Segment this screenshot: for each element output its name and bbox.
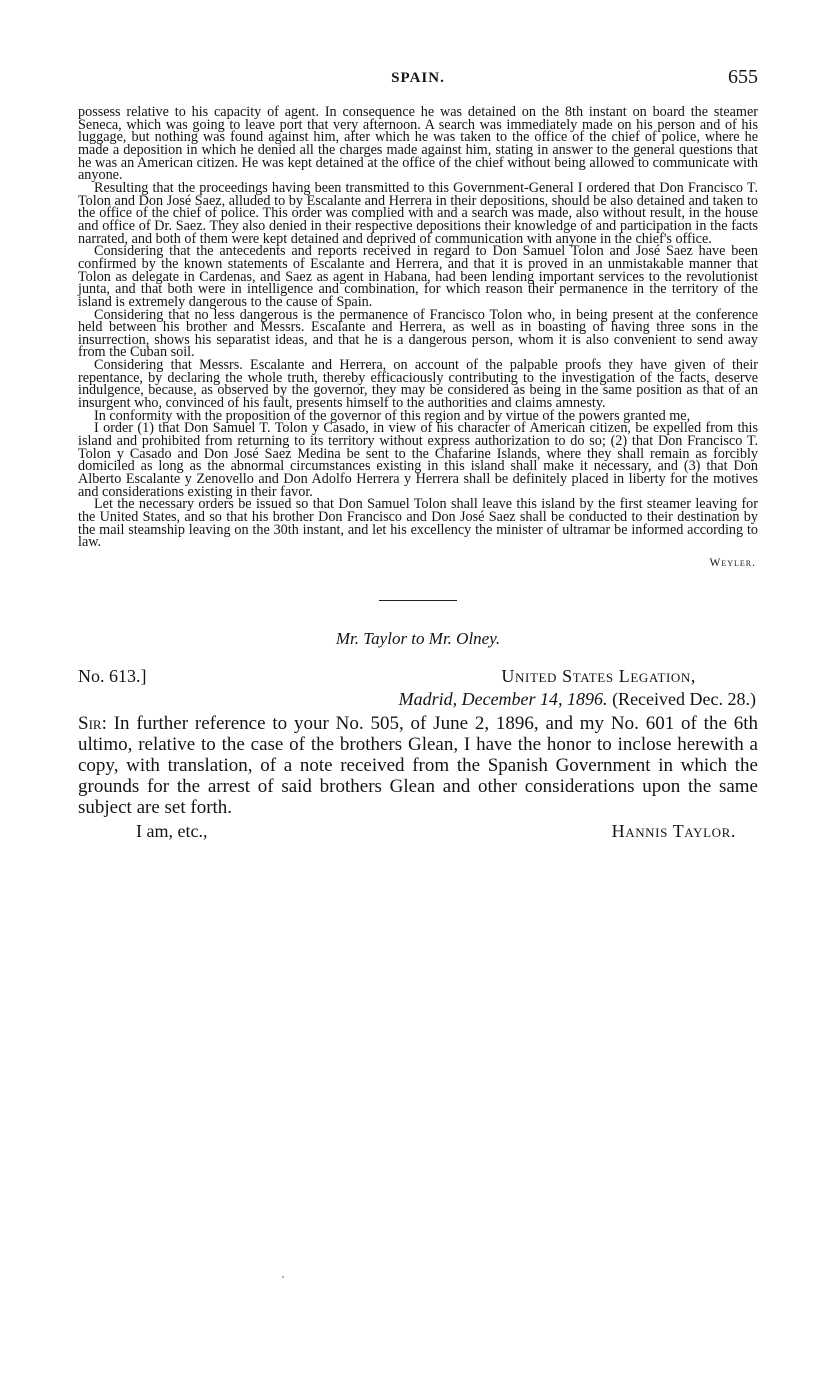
running-title: SPAIN. <box>391 70 445 86</box>
decree-paragraph-1: possess relative to his capacity of agent. In consequence he was detained on the 8th instant on board the steamer Seneca, which was going to leave port that very afternoon. A search was immediately made on his person and of his luggage, but nothing was found against him, after which he was taken to the office of the chief of police, where he made a deposition in which he denied all the charges made against him, stating in answer to the general questions that he was an American citizen. He was kept detained at the office of the chief without being allowed to communicate with anyone. <box>78 104 758 184</box>
letter-body-text: In further reference to your No. 505, of June 2, 1896, and my No. 601 of the 6th ultimo, relative to the case of the brothers Glean, I have the honor to inclose herewith a copy, with translation, of a note received from the Spanish Government in which the grounds for the arrest of said brothers Glean and other considerations upon the same subject are set forth. <box>78 712 759 818</box>
decree-paragraph-3: Considering that the antecedents and reports received in regard to Don Samuel Tolon and José Saez have been confirmed by the known statements of Escalante and Herrera, and that it is proved in an unmistakable manner that Tolon as delegate in Cardenas, and Saez as agent in Habana, had been lending important services to the revolutionist junta, and that both were in intelligence and combination, for which reason their permanence in the territory of the island is extremely dangerous to the cause of Spain. <box>78 243 758 310</box>
letter-heading <box>78 666 758 690</box>
decree-paragraph-5: Considering that Messrs. Escalante and Herrera, on account of the palpable proofs they have given of their repentance, by declaring the whole truth, thereby efficaciously contributing to the investigation of the facts, deserve indulgence, because, as observed by the governor, they may be considered as being in the same position as that of an insurgent who, convinced of his fault, presents himself to the authorities and claims amnesty. <box>78 357 758 412</box>
running-header <box>78 66 758 94</box>
decree-text <box>78 106 758 549</box>
letter-title: Mr. Taylor to Mr. Olney. <box>335 628 501 648</box>
document-page <box>78 66 758 843</box>
decree-paragraph-2: Resulting that the proceedings having been transmitted to this Government-General I ordered that Don Francisco T. Tolon and Don José Saez, alluded to by Escalante and Herrera in their depositions, should be also detained and taken to the office of the chief of police. This order was complied with and a search was made, also without result, in the house and office of Dr. Saez. They also denied in their respective depositions their knowledge of and participation in the facts narrated, and both of them were kept detained and deprived of communication with anyone in the chief's office. <box>78 179 758 247</box>
letter <box>78 666 758 843</box>
place-date: Madrid, December 14, 1896. <box>398 688 608 709</box>
salutation: Sir: <box>78 712 107 734</box>
page-number: 655 <box>728 66 758 88</box>
decree-signature: Weyler. <box>709 556 756 569</box>
legation-name: United States Legation, <box>501 665 696 686</box>
decree-paragraph-7: I order (1) that Don Samuel T. Tolon y Casado, in view of his character of American citizen, be expelled from this island and prohibited from returning to its territory without express authorization to do so; (2) that Don Francisco T. Tolon y Casado and Don José Saez Medina be sent to the Chafarine Islands, where they shall remain as forcibly domiciled as long as the abnormal circumstances existing in this island shall make it necessary, and (3) that Don Alberto Escalante y Zenovello and Don Adolfo Herrera y Herrera shall be definitely placed in liberty for the motives and considerations existing in their favor. <box>78 420 758 500</box>
letter-signature: Hannis Taylor. <box>611 820 736 841</box>
received-date: (Received Dec. 28.) <box>612 688 756 709</box>
decree-paragraph-4: Considering that no less dangerous is the permanence of Francisco Tolon who, in being present at the conference held between his brother and Messrs. Escalante and Herrera, as well as in boasting of having three sons in the insurrection, shows his separatist ideas, and that he is a dangerous person, whom it is also convenient to send away from the Cuban soil. <box>78 306 758 361</box>
decree-paragraph-8: Let the necessary orders be issued so that Don Samuel Tolon shall leave this island by the first steamer leaving for the United States, and so that his brother Don Francisco and Don José Saez shall be conducted to their destination by the mail steamship leaving on the 30th instant, and let his excellency the minister of ultramar be informed according to law. <box>78 496 758 551</box>
letter-body <box>78 713 758 818</box>
closing: I am, etc., <box>136 820 208 841</box>
dateline <box>78 689 758 710</box>
document-number: No. 613.] <box>78 665 147 686</box>
closing-row <box>78 821 758 843</box>
decree-paragraph-6: In conformity with the proposition of the governor of this region and by virtue of the powers granted me, <box>94 407 691 424</box>
section-divider <box>379 600 457 601</box>
scan-speck <box>282 1276 284 1278</box>
